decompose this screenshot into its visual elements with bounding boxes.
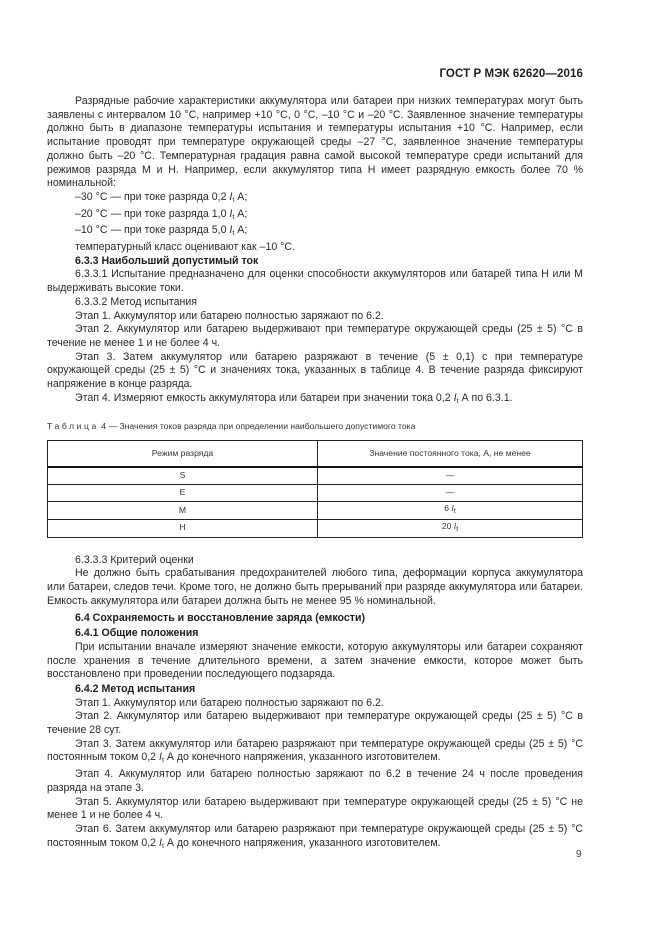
page-number: 9 xyxy=(576,849,582,860)
section-heading-6-4: 6.4 Сохраняемость и восстановление заряда (емкости) xyxy=(75,612,365,625)
cell-mode: E xyxy=(48,485,318,502)
general-provisions-paragraph: При испытании вначале измеряют значение емкости, которую аккумуляторы или батареи сохраняют после хранения в течение длительного времени, а затем значение емкости, которое может быть восстановлено при проведении последующего подзаряда. xyxy=(47,640,583,681)
table-caption-title: 4 — Значения токов разряда при определении наибольшего допустимого тока xyxy=(98,421,416,432)
step-text: Этап 4. Измеряют емкость аккумулятора или батареи при значении тока 0,2 xyxy=(75,391,454,404)
cell-value: — xyxy=(445,487,455,498)
section-heading-6-3-3-2: 6.3.3.2 Метод испытания xyxy=(75,295,198,308)
cell-value: 6 xyxy=(444,503,452,514)
list-text: А; xyxy=(234,207,248,220)
section-6-3-3-1-paragraph: 6.3.3.1 Испытание предназначено для оценки способности аккумуляторов или батарей типа Н или М выдерживать высокие токи. xyxy=(47,268,583,295)
table-caption-label: Таблица xyxy=(47,421,99,432)
current-symbol: I xyxy=(159,751,162,764)
current-subscript: t xyxy=(232,213,235,221)
document-code-header: ГОСТ Р МЭК 62620—2016 xyxy=(439,68,583,80)
current-symbol: I xyxy=(453,391,457,404)
current-subscript: t xyxy=(453,508,456,516)
step-2: Этап 2. Аккумулятор или батарею выдерживают при температуре окружающей среды (25 ± 5) °С в течение 28 сут. xyxy=(47,710,583,737)
current-symbol: I xyxy=(229,224,233,237)
step-5: Этап 5. Аккумулятор или батарею выдерживают при температуре окружающей среды (25 ± 5) °С не менее 1 и не более 4 ч. xyxy=(47,795,583,822)
table-row xyxy=(48,502,583,520)
page-content xyxy=(47,95,583,853)
table-row xyxy=(48,485,583,502)
list-text: А; xyxy=(234,190,248,203)
step-text: Этап 6. Затем аккумулятор или батарею разряжают при температуре окружающей среды (25 ± 5) °С постоянным током 0,2 xyxy=(47,822,583,849)
section-heading-6-4-1: 6.4.1 Общие положения xyxy=(75,627,199,640)
table-header-row xyxy=(48,441,583,468)
column-header-current: Значение постоянного тока, А, не менее xyxy=(318,441,583,468)
cell-value: — xyxy=(445,470,455,481)
table-caption xyxy=(47,420,583,434)
temperature-class-conclusion: температурный класс оценивают как –10 °С. xyxy=(75,241,296,254)
step-1: Этап 1. Аккумулятор или батарею полностью заряжают по 6.2. xyxy=(75,696,384,709)
cell-mode: M xyxy=(48,502,318,520)
current-subscript: t xyxy=(232,196,235,204)
list-text: –30 °С — при токе разряда 0,2 xyxy=(75,190,230,203)
section-heading-6-3-3: 6.3.3 Наибольший допустимый ток xyxy=(75,254,259,267)
section-heading-6-3-3-3: 6.3.3.3 Критерий оценки xyxy=(75,553,194,566)
criterion-paragraph: Не должно быть срабатывания предохранителей любого типа, деформации корпуса аккумулятора или батареи, следов течи. Кроме того, не должно быть прерываний при разряде аккумулятора или батареи. Емкость аккумулятора или батареи должна быть не менее 95 % номинальной. xyxy=(47,567,583,607)
cell-mode: S xyxy=(48,467,318,485)
temperature-list-item xyxy=(47,208,583,225)
cell-current xyxy=(318,485,583,502)
current-symbol: I xyxy=(229,207,233,220)
discharge-current-table xyxy=(47,440,583,537)
current-subscript: t xyxy=(161,757,164,765)
table-row xyxy=(48,519,583,537)
cell-current xyxy=(318,467,583,485)
current-subscript: t xyxy=(456,525,459,533)
step-text: А по 6.3.1. xyxy=(458,391,513,404)
current-subscript: t xyxy=(161,842,164,850)
step-text: А до конечного напряжения, указанного изготовителем. xyxy=(163,751,441,764)
current-symbol: I xyxy=(451,503,454,514)
cell-value: 20 xyxy=(441,520,454,531)
cell-mode: H xyxy=(48,519,318,537)
step-1: Этап 1. Аккумулятор или батарею полностью заряжают по 6.2. xyxy=(75,309,384,322)
current-subscript: t xyxy=(232,230,235,238)
step-6 xyxy=(47,823,583,853)
temperature-list-item xyxy=(47,224,583,241)
step-2: Этап 2. Аккумулятор или батарею выдерживают при температуре окружающей среды (25 ± 5) °С в течение не менее 1 и не более 4 ч. xyxy=(47,323,583,349)
step-4: Этап 4. Аккумулятор или батарею полностью заряжают по 6.2 в течение 24 ч после проведения разряда на этапе 3. xyxy=(47,768,583,794)
list-text: –10 °С — при токе разряда 5,0 xyxy=(75,224,230,237)
step-3: Этап 3. Затем аккумулятор или батарею разряжают в течение (5 ± 0,1) с при температуре окружающей среды (25 ± 5) °С и значениях тока, указанных в таблице 4. В течение разряда фиксируют напряжение в конце разряда. xyxy=(47,350,583,391)
cell-current xyxy=(318,519,583,537)
step-text: А до конечного напряжения, указанного изготовителем. xyxy=(163,836,441,849)
section-heading-6-4-2: 6.4.2 Метод испытания xyxy=(75,682,196,695)
current-symbol: I xyxy=(229,190,233,203)
current-symbol: I xyxy=(453,520,457,531)
temperature-list-item xyxy=(47,191,583,208)
step-3 xyxy=(47,738,583,768)
current-subscript: t xyxy=(456,397,459,405)
table-row xyxy=(48,467,583,485)
current-symbol: I xyxy=(159,836,162,849)
step-text: Этап 3. Затем аккумулятор или батарею разряжают при температуре окружающей среды (25 ± 5) °С постоянным током 0,2 xyxy=(47,737,583,764)
column-header-mode: Режим разряда xyxy=(48,441,318,468)
list-text: –20 °С — при токе разряда 1,0 xyxy=(75,207,230,220)
cell-current xyxy=(318,502,583,520)
step-4 xyxy=(47,392,583,409)
list-text: А; xyxy=(234,224,248,237)
intro-paragraph: Разрядные рабочие характеристики аккумулятора или батареи при низких температурах могут быть заявлены с интервалом 10 °С, например +10 °С, 0 °С, –10 °С и –20 °С. Заявленное значение температуры должно быть в диапазоне температуры испытания и температуры испытания +10 °С. Например, если испытание проводят при температуре окружающей среды –27 °С, заявленное значение температуры должно быть –20 °С. Температурная градация равна самой высокой температуре среди испытаний для режимов разряда М и Н. Например, если аккумулятор типа Н имеет разрядную емкость более 70 % номинальной: xyxy=(47,95,583,190)
